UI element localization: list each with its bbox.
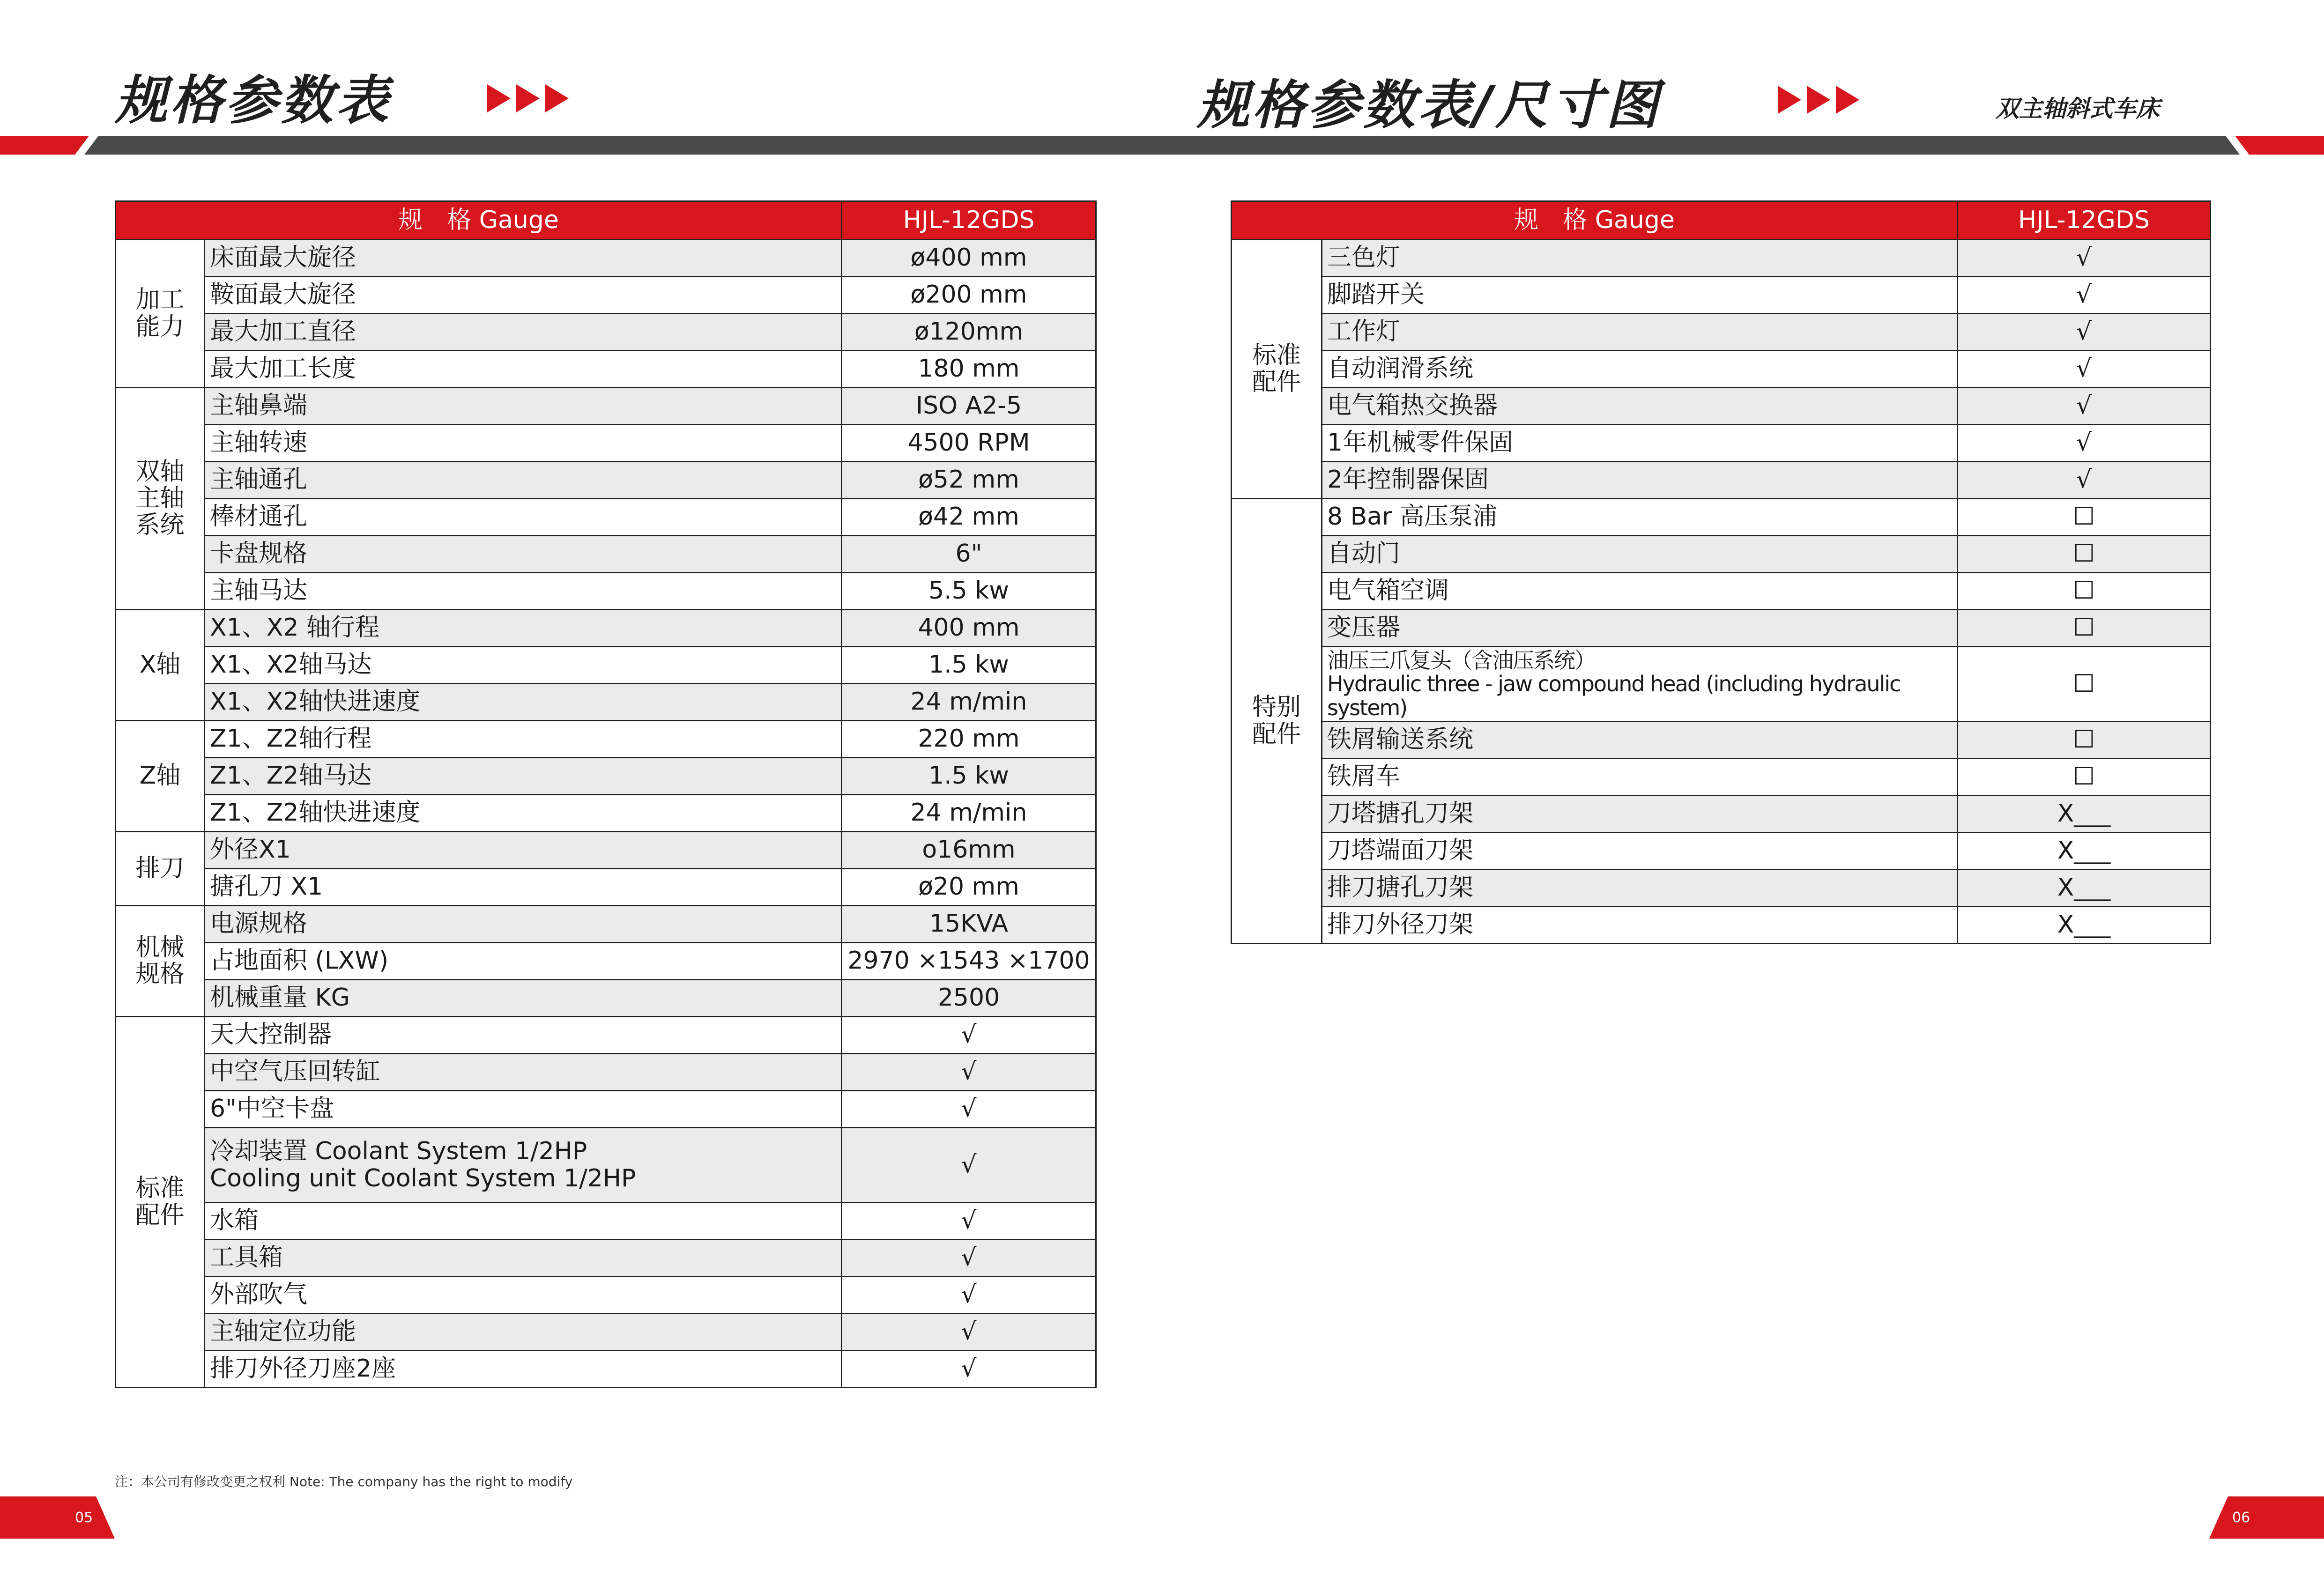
- spec-name: 8 Bar 高压泵浦: [1322, 499, 1958, 536]
- spec-value: 24 m/min: [842, 795, 1096, 832]
- spec-value: ø52 mm: [842, 462, 1096, 499]
- spec-name: 自动润滑系统: [1322, 351, 1958, 388]
- table-row: [116, 647, 1096, 684]
- spec-value: 220 mm: [842, 721, 1096, 758]
- right-page-title: 规格参数表/尺寸图: [1197, 75, 1661, 136]
- page-number-right: 06: [2232, 1510, 2250, 1526]
- table-row: [116, 1128, 1096, 1203]
- spec-name: X1、X2轴快进速度: [205, 684, 842, 721]
- spec-name: Z1、Z2轴马达: [205, 758, 842, 795]
- spec-value: 400 mm: [842, 610, 1096, 647]
- spec-value: √: [842, 1314, 1096, 1351]
- spec-name: 排刀搪孔刀架: [1322, 870, 1958, 907]
- spec-name: 工作灯: [1322, 314, 1958, 351]
- spec-name: 床面最大旋径: [205, 240, 842, 277]
- table-row: [116, 906, 1096, 943]
- spec-value: o16mm: [842, 832, 1096, 869]
- spec-name: 主轴通孔: [205, 462, 842, 499]
- table-row: [1232, 870, 2211, 907]
- spec-name: 电源规格: [205, 906, 842, 943]
- spec-name: 冷却装置 Coolant System 1/2HP Cooling unit Coolant System 1/2HP: [205, 1128, 842, 1203]
- spec-value: ø20 mm: [842, 869, 1096, 906]
- spec-name: Z1、Z2轴行程: [205, 721, 842, 758]
- spec-value: √: [842, 1017, 1096, 1054]
- table-row: [116, 795, 1096, 832]
- spec-value: X___: [1958, 796, 2211, 833]
- table-row: [116, 1017, 1096, 1054]
- spec-name: 排刀外径刀架: [1322, 907, 1958, 944]
- spec-value: ø120mm: [842, 314, 1096, 351]
- spec-value: √: [1958, 425, 2211, 462]
- table-row: [116, 980, 1096, 1017]
- table-row: [116, 425, 1096, 462]
- spec-name: 铁屑车: [1322, 759, 1958, 796]
- spec-name: 三色灯: [1322, 240, 1958, 277]
- spec-value: 180 mm: [842, 351, 1096, 388]
- spec-value: √: [842, 1203, 1096, 1240]
- group-label: 双轴 主轴 系统: [116, 388, 205, 610]
- table-row: [116, 869, 1096, 906]
- spec-column-header: 规 格 Gauge: [116, 201, 842, 240]
- spec-value: √: [842, 1240, 1096, 1277]
- model-column-header: HJL-12GDS: [1958, 201, 2211, 240]
- table-header-row: [116, 201, 1096, 240]
- spec-name: 最大加工长度: [205, 351, 842, 388]
- spec-name: 中空气压回转缸: [205, 1054, 842, 1091]
- spec-value: ☐: [1958, 536, 2211, 573]
- spec-name: 油压三爪复头（含油压系统） Hydraulic three - jaw compound head (including hydraulic system): [1322, 647, 1958, 722]
- table-row: [116, 1351, 1096, 1388]
- table-row: [116, 1203, 1096, 1240]
- table-row: [116, 277, 1096, 314]
- spec-name: 1年机械零件保固: [1322, 425, 1958, 462]
- spec-value: √: [842, 1351, 1096, 1388]
- table-row: [1232, 907, 2211, 944]
- spec-value: √: [1958, 314, 2211, 351]
- table-row: [1232, 425, 2211, 462]
- table-row: [1232, 610, 2211, 647]
- group-label: 加工 能力: [116, 240, 205, 388]
- spec-name: 排刀外径刀座2座: [205, 1351, 842, 1388]
- table-row: [1232, 277, 2211, 314]
- spec-name: 刀塔端面刀架: [1322, 833, 1958, 870]
- spec-value: 15KVA: [842, 906, 1096, 943]
- table-row: [1232, 573, 2211, 610]
- table-row: [116, 351, 1096, 388]
- table-row: [116, 462, 1096, 499]
- spec-value: 2500: [842, 980, 1096, 1017]
- group-label: 标准 配件: [1232, 240, 1322, 499]
- table-row: [116, 758, 1096, 795]
- spec-value: ☐: [1958, 647, 2211, 722]
- right-title-arrows-icon: [1778, 83, 1871, 116]
- group-label: 标准 配件: [116, 1017, 205, 1388]
- left-spec-table: [115, 200, 1097, 1388]
- spec-name: X1、X2轴马达: [205, 647, 842, 684]
- table-row: [116, 684, 1096, 721]
- spec-value: 6": [842, 536, 1096, 573]
- group-label: 机械 规格: [116, 906, 205, 1017]
- table-row: [116, 1314, 1096, 1351]
- spec-value: √: [842, 1091, 1096, 1128]
- spec-name: 2年控制器保固: [1322, 462, 1958, 499]
- spec-name: 主轴鼻端: [205, 388, 842, 425]
- group-label: Z轴: [116, 721, 205, 832]
- spec-value: √: [1958, 388, 2211, 425]
- spec-name: 天大控制器: [205, 1017, 842, 1054]
- spec-value: ☐: [1958, 722, 2211, 759]
- spec-value: ø42 mm: [842, 499, 1096, 536]
- spec-name: 搪孔刀 X1: [205, 869, 842, 906]
- spec-name: 卡盘规格: [205, 536, 842, 573]
- spec-value: ISO A2-5: [842, 388, 1096, 425]
- spec-name: 电气箱空调: [1322, 573, 1958, 610]
- spec-value: ☐: [1958, 499, 2211, 536]
- spec-name: 工具箱: [205, 1240, 842, 1277]
- spec-value: ☐: [1958, 610, 2211, 647]
- page-tab-right: [2209, 1496, 2324, 1539]
- spec-name: 自动门: [1322, 536, 1958, 573]
- spec-name: 刀塔搪孔刀架: [1322, 796, 1958, 833]
- table-row: [1232, 314, 2211, 351]
- product-name: 双主轴斜式车床: [1996, 95, 2160, 122]
- spec-value: √: [1958, 351, 2211, 388]
- left-page-title: 规格参数表: [115, 70, 391, 131]
- table-row: [1232, 536, 2211, 573]
- right-spec-table: [1231, 200, 2211, 944]
- model-column-header: HJL-12GDS: [842, 201, 1096, 240]
- table-row: [116, 943, 1096, 980]
- spec-value: X___: [1958, 907, 2211, 944]
- page-number-left: 05: [75, 1510, 93, 1526]
- table-row: [116, 721, 1096, 758]
- spec-column-header: 规 格 Gauge: [1232, 201, 1958, 240]
- spec-value: ☐: [1958, 573, 2211, 610]
- spec-value: 1.5 kw: [842, 647, 1096, 684]
- table-header-row: [1232, 201, 2211, 240]
- table-row: [116, 314, 1096, 351]
- spec-name: 主轴转速: [205, 425, 842, 462]
- group-label: 排刀: [116, 832, 205, 906]
- spec-value: √: [842, 1128, 1096, 1203]
- table-row: [116, 240, 1096, 277]
- spec-value: √: [842, 1277, 1096, 1314]
- spec-name: 脚踏开关: [1322, 277, 1958, 314]
- spec-value: X___: [1958, 833, 2211, 870]
- page-tab-left: [0, 1496, 115, 1539]
- table-row: [116, 1277, 1096, 1314]
- spec-name: 6"中空卡盘: [205, 1091, 842, 1128]
- spec-value: 4500 RPM: [842, 425, 1096, 462]
- table-row: [1232, 240, 2211, 277]
- table-row: [1232, 388, 2211, 425]
- spec-value: ø400 mm: [842, 240, 1096, 277]
- table-row: [1232, 722, 2211, 759]
- spec-value: √: [1958, 240, 2211, 277]
- table-row: [116, 832, 1096, 869]
- spec-name: 棒材通孔: [205, 499, 842, 536]
- spec-value: ø200 mm: [842, 277, 1096, 314]
- spec-name: 铁屑输送系统: [1322, 722, 1958, 759]
- table-row: [116, 1240, 1096, 1277]
- table-row: [1232, 499, 2211, 536]
- spec-value: √: [1958, 462, 2211, 499]
- spec-name: 变压器: [1322, 610, 1958, 647]
- spec-value: X___: [1958, 870, 2211, 907]
- table-row: [1232, 759, 2211, 796]
- spec-value: 24 m/min: [842, 684, 1096, 721]
- table-row: [116, 1091, 1096, 1128]
- spec-name: 机械重量 KG: [205, 980, 842, 1017]
- spec-name: 最大加工直径: [205, 314, 842, 351]
- table-row: [116, 499, 1096, 536]
- spec-name: 鞍面最大旋径: [205, 277, 842, 314]
- spec-value: √: [842, 1054, 1096, 1091]
- table-row: [1232, 351, 2211, 388]
- table-row: [1232, 796, 2211, 833]
- spec-name: 外部吹气: [205, 1277, 842, 1314]
- left-title-arrows-icon: [487, 82, 581, 115]
- spec-name: 占地面积 (LXW): [205, 943, 842, 980]
- table-row: [116, 1054, 1096, 1091]
- spec-value: 2970 ×1543 ×1700: [842, 943, 1096, 980]
- spec-value: 1.5 kw: [842, 758, 1096, 795]
- spec-value: √: [1958, 277, 2211, 314]
- spec-name: X1、X2 轴行程: [205, 610, 842, 647]
- spec-name: 主轴马达: [205, 573, 842, 610]
- group-label: X轴: [116, 610, 205, 721]
- spec-value: 5.5 kw: [842, 573, 1096, 610]
- spec-name: 外径X1: [205, 832, 842, 869]
- header-band: [0, 136, 2324, 155]
- group-label: 特别 配件: [1232, 499, 1322, 944]
- spec-name: 电气箱热交换器: [1322, 388, 1958, 425]
- footer-note: 注：本公司有修改变更之权利 Note: The company has the right to modify: [115, 1474, 573, 1489]
- table-row: [1232, 462, 2211, 499]
- table-row: [116, 573, 1096, 610]
- table-row: [1232, 647, 2211, 722]
- table-row: [1232, 833, 2211, 870]
- spec-name: Z1、Z2轴快进速度: [205, 795, 842, 832]
- table-row: [116, 388, 1096, 425]
- table-row: [116, 536, 1096, 573]
- spec-name: 主轴定位功能: [205, 1314, 842, 1351]
- spec-value: ☐: [1958, 759, 2211, 796]
- table-row: [116, 610, 1096, 647]
- spec-name: 水箱: [205, 1203, 842, 1240]
